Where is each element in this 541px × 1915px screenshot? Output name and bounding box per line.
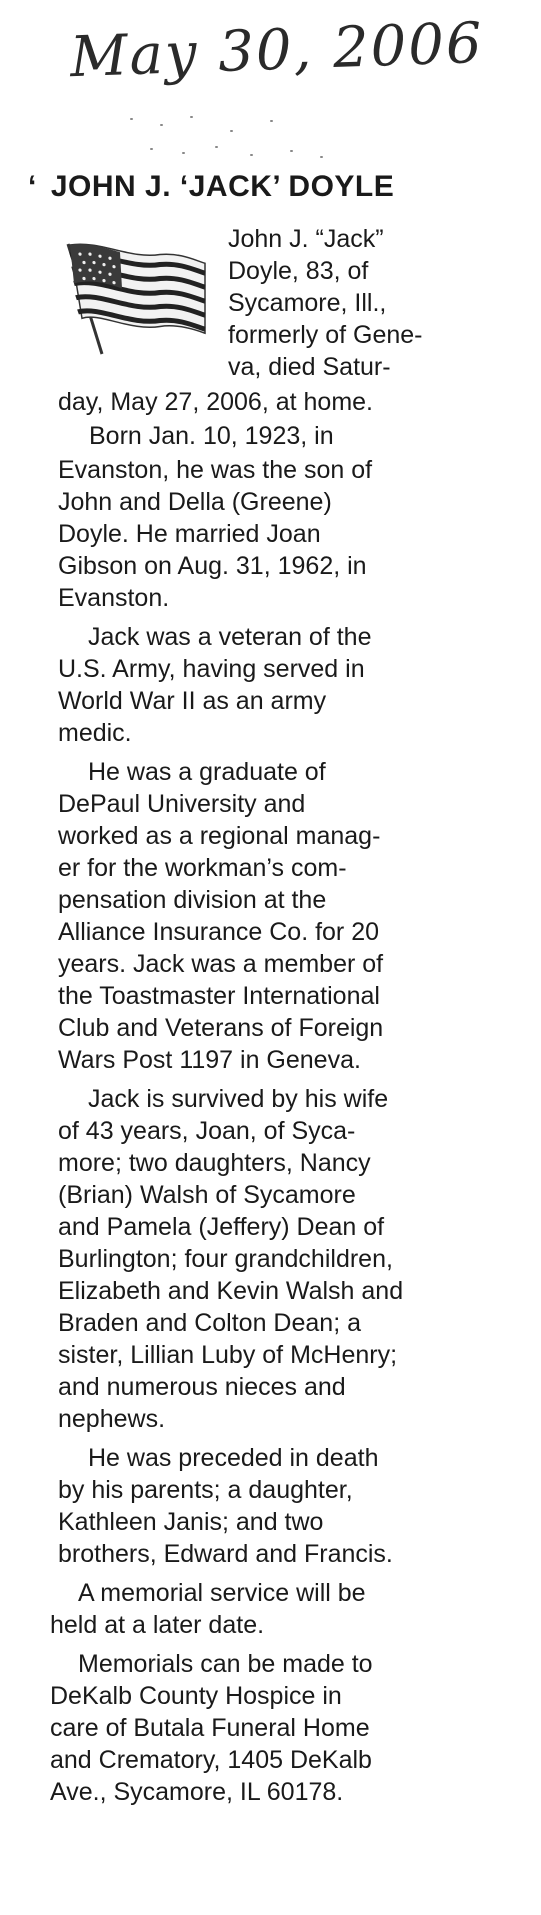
text-line: A memorial service will be [78,1579,366,1607]
text-line: Born Jan. 10, 1923, in [89,422,334,450]
text-line: held at a later date. [50,1611,265,1639]
text-line: John and Della (Greene) [58,488,332,516]
text-line: Evanston, he was the son of [58,456,373,484]
text-line: Doyle. He married Joan [58,520,321,548]
text-line: more; two daughters, Nancy [58,1149,371,1177]
text-line: DeKalb County Hospice in [50,1682,342,1710]
text-line: er for the workman’s com- [58,854,347,882]
text-line: and Crematory, 1405 DeKalb [50,1746,372,1774]
text-line: Evanston. [58,584,170,612]
text-line: Sycamore, Ill., [228,289,387,317]
headline-text: JOHN J. ‘JACK’ DOYLE [50,170,395,203]
text-line: Kathleen Janis; and two [58,1508,324,1536]
handwritten-date: May 30, 2006 [68,10,485,91]
text-line: (Brian) Walsh of Sycamore [58,1181,356,1209]
text-line: DePaul University and [58,790,306,818]
text-line: Ave., Sycamore, IL 60178. [50,1778,344,1806]
text-line: Doyle, 83, of [228,257,369,285]
text-line: John J. “Jack” [228,225,384,253]
text-line: of 43 years, Joan, of Syca- [58,1117,356,1145]
text-line: Elizabeth and Kevin Walsh and [58,1277,404,1305]
text-line: World War II as an army [58,687,327,715]
text-line: the Toastmaster International [58,982,380,1010]
text-line: day, May 27, 2006, at home. [58,388,374,416]
text-line: formerly of Gene- [228,321,423,349]
obituary-headline [28,170,394,204]
text-line: Club and Veterans of Foreign [58,1014,384,1042]
text-line: Burlington; four grandchildren, [58,1245,393,1273]
text-line: Wars Post 1197 in Geneva. [58,1046,361,1074]
text-line: U.S. Army, having served in [58,655,365,683]
text-line: Jack was a veteran of the [88,623,372,651]
text-line: Alliance Insurance Co. for 20 [58,918,380,946]
scan-specks [120,110,340,170]
text-line: by his parents; a daughter, [58,1476,353,1504]
headline-mark: ‘ [28,170,37,203]
text-line: worked as a regional manag- [58,822,381,850]
text-line: He was a graduate of [88,758,326,786]
text-line: He was preceded in death [88,1444,379,1472]
text-line: nephews. [58,1405,166,1433]
text-line: and Pamela (Jeffery) Dean of [58,1213,385,1241]
text-line: brothers, Edward and Francis. [58,1540,393,1568]
american-flag-icon [60,238,210,356]
text-line: sister, Lillian Luby of McHenry; [58,1341,398,1369]
text-line: years. Jack was a member of [58,950,384,978]
text-line: Memorials can be made to [78,1650,373,1678]
text-line: pensation division at the [58,886,327,914]
text-line: Braden and Colton Dean; a [58,1309,361,1337]
text-line: care of Butala Funeral Home [50,1714,370,1742]
text-line: and numerous nieces and [58,1373,346,1401]
text-line: va, died Satur- [228,353,391,381]
text-line: Jack is survived by his wife [88,1085,389,1113]
text-line: Gibson on Aug. 31, 1962, in [58,552,367,580]
text-line: medic. [58,719,132,747]
